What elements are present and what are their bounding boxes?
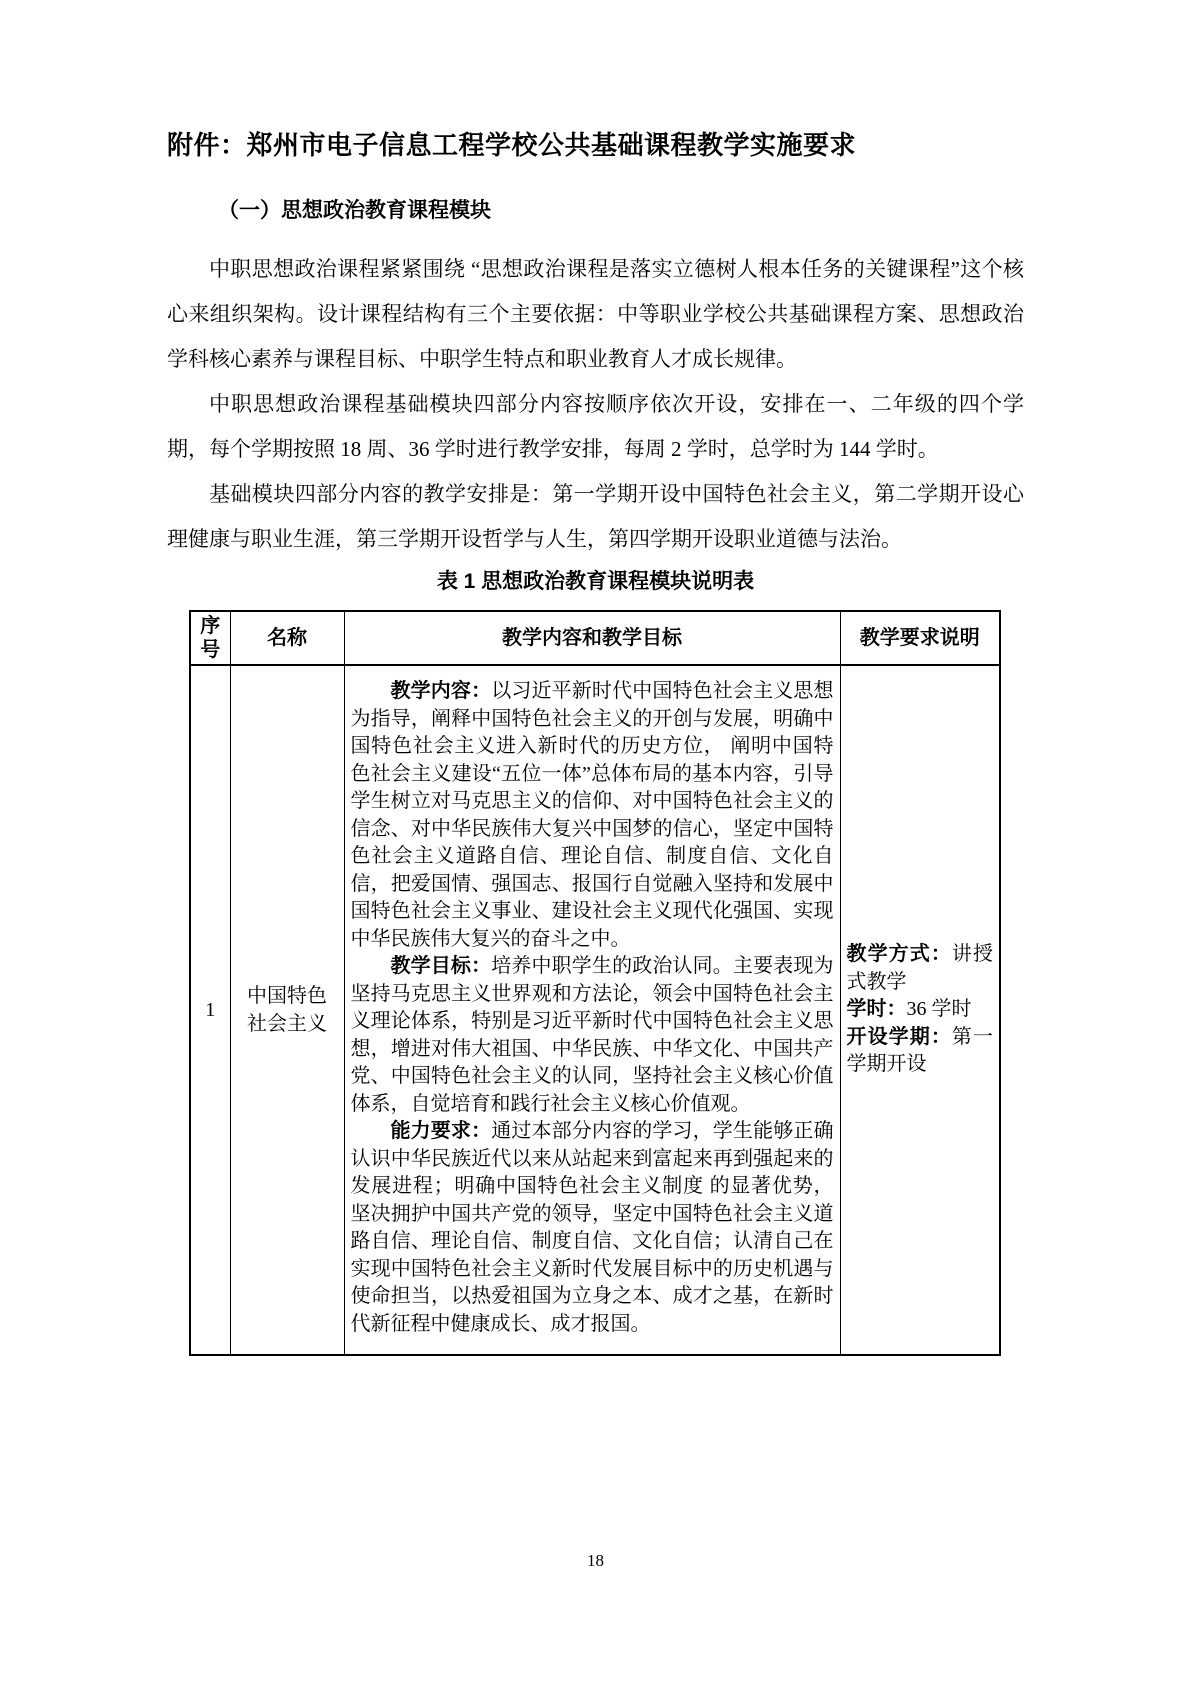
teaching-goal-section	[351, 953, 834, 1118]
semester-label: 开设学期：	[846, 1025, 952, 1048]
class-hours-entry	[847, 996, 994, 1024]
teaching-goal-label: 教学目标：	[390, 955, 492, 977]
header-teaching-requirements: 教学要求说明	[840, 611, 1000, 665]
teaching-method-entry	[847, 941, 994, 996]
teaching-method-label: 教学方式：	[846, 943, 952, 966]
ability-requirement-section	[351, 1118, 834, 1338]
section-heading: （一）思想政治教育课程模块	[218, 199, 491, 222]
paragraph-schedule: 中职思想政治课程基础模块四部分内容按顺序依次开设，安排在一、二年级的四个学期，每个学期按照 18 周、36 学时进行教学安排，每周 2 学时，总学时为 144 学时。	[167, 392, 1024, 461]
page-number: 18	[587, 1551, 604, 1570]
teaching-content-label: 教学内容：	[390, 680, 492, 702]
teaching-method-text: 讲授式教学	[846, 943, 994, 993]
semester-entry	[847, 1024, 994, 1079]
table-row	[190, 665, 1000, 1355]
document-title: 附件：郑州市电子信息工程学校公共基础课程教学实施要求	[167, 130, 857, 160]
ability-requirement-label: 能力要求：	[390, 1120, 492, 1142]
teaching-content-text: 以习近平新时代中国特色社会主义思想为指导，阐释中国特色社会主义的开创与发展，明确中国特色社会主义进入新时代的历史方位， 阐明中国特色社会主义建设“五位一体”总体布局的基本内容，引导学生树立对马克思主义的信仰、对中国特色社会主义的信念、对中华民族伟大复兴中国梦的信心，坚定中国特色社会主义道路自信、理论自信、制度自信、文化自信，把爱国情、强国志、报国行自觉融入坚持和发展中国特色社会主义事业、建设社会主义现代化强国、实现中华民族伟大复兴的奋斗之中。	[350, 680, 834, 950]
header-serial-number: 序号	[190, 611, 230, 665]
class-hours-label: 学时：	[846, 998, 907, 1021]
header-course-name: 名称	[230, 611, 344, 665]
course-module-table	[189, 610, 1001, 1356]
class-hours-text: 36 学时	[906, 998, 972, 1021]
semester-text: 第一学期开设	[846, 1025, 994, 1076]
ability-requirement-text: 通过本部分内容的学习，学生能够正确认识中华民族近代以来从站起来到富起来再到强起来的发展进程；明确中国特色社会主义制度 的显著优势，坚决拥护中国共产党的领导，坚定中国特色社会主义道路自信、理论自信、制度自信、文化自信；认清自己在实现中国特色社会主义新时代发展目标中的历史机遇与使命担当，以热爱祖国为立身之本、成才之基，在新时代新征程中健康成长、成才报国。	[350, 1120, 834, 1335]
course-name-cell: 中国特色社会主义	[230, 665, 344, 1355]
header-teaching-content-goals: 教学内容和教学目标	[344, 611, 840, 665]
serial-number-cell: 1	[190, 665, 230, 1355]
teaching-goal-text: 培养中职学生的政治认同。主要表现为坚持马克思主义世界观和方法论，领会中国特色社会主义理论体系，特别是习近平新时代中国特色社会主义思想，增进对伟大祖国、中华民族、中华文化、中国共产党、中国特色社会主义的认同，坚持社会主义核心价值体系，自觉培育和践行社会主义核心价值观。	[350, 955, 834, 1115]
teaching-requirements-cell	[840, 665, 1000, 1355]
table-header-row	[190, 611, 1000, 665]
paragraph-course-structure: 中职思想政治课程紧紧围绕 “思想政治课程是落实立德树人根本任务的关键课程”这个核心来组织架构。设计课程结构有三个主要依据：中等职业学校公共基础课程方案、思想政治学科核心素养与课程目标、中职学生特点和职业教育人才成长规律。	[167, 257, 1024, 371]
teaching-content-section	[351, 678, 834, 953]
teaching-content-cell	[344, 665, 840, 1355]
paragraph-semester-plan: 基础模块四部分内容的教学安排是：第一学期开设中国特色社会主义，第二学期开设心理健康与职业生涯，第三学期开设哲学与人生，第四学期开设职业道德与法治。	[167, 482, 1024, 551]
table-caption: 表 1 思想政治教育课程模块说明表	[436, 570, 755, 593]
